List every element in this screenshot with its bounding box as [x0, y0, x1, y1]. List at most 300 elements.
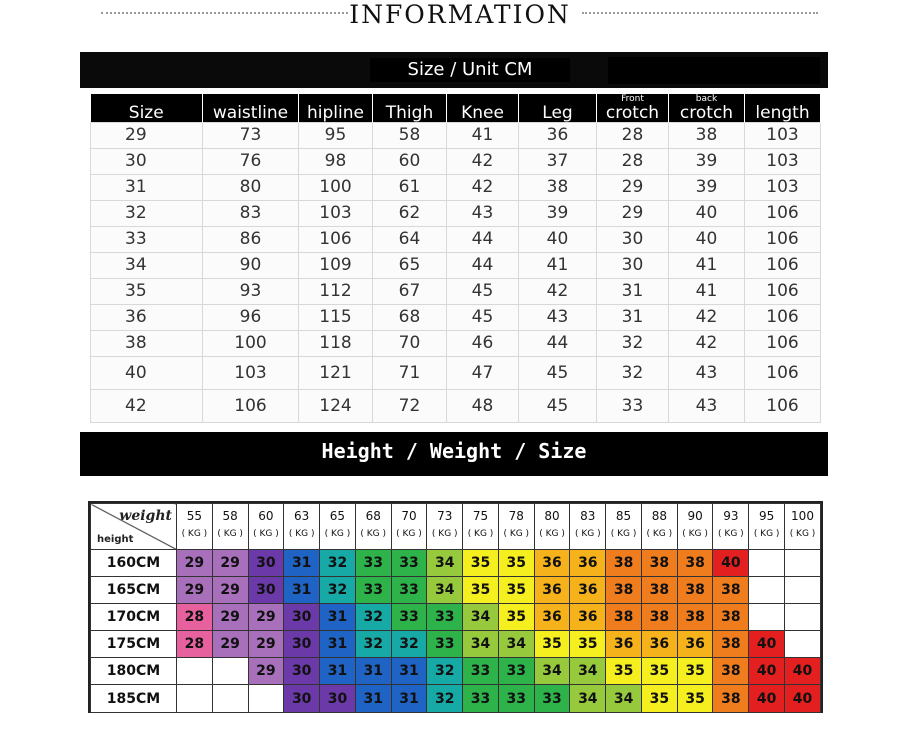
- size-table-cell: 76: [203, 148, 299, 174]
- size-cell: 34: [463, 604, 499, 631]
- size-table-cell: 33: [91, 226, 203, 252]
- size-table-cell: 37: [519, 148, 597, 174]
- size-table-cell: 38: [519, 174, 597, 200]
- size-cell: 33: [355, 550, 391, 577]
- size-table-cell: 44: [519, 330, 597, 356]
- size-table-row: [91, 252, 821, 278]
- weight-header-cell: [606, 504, 642, 550]
- size-cell: 40: [749, 685, 785, 713]
- col-header-sub: back: [695, 93, 718, 104]
- size-cell: 30: [248, 577, 284, 604]
- height-row: [91, 577, 821, 604]
- size-cell: 29: [248, 631, 284, 658]
- weight-value: 80: [544, 509, 560, 523]
- size-table-col-header: [373, 94, 447, 122]
- size-table-cell: 109: [299, 252, 373, 278]
- size-table-cell: 121: [299, 356, 373, 389]
- size-cell: 36: [570, 550, 606, 577]
- size-cell: [177, 658, 213, 685]
- size-table-cell: 35: [91, 278, 203, 304]
- size-cell: 38: [713, 577, 749, 604]
- size-cell: 38: [713, 685, 749, 713]
- weight-header-cell: [177, 504, 213, 550]
- size-cell: 40: [749, 658, 785, 685]
- weight-unit: ( KG ): [396, 529, 422, 539]
- size-cell: 30: [284, 658, 320, 685]
- size-cell: 29: [212, 577, 248, 604]
- size-table-cell: 47: [447, 356, 519, 389]
- size-cell: 33: [391, 577, 427, 604]
- size-cell: 33: [391, 550, 427, 577]
- weight-value: 95: [758, 509, 775, 523]
- size-table-cell: 45: [519, 356, 597, 389]
- size-table-cell: 70: [373, 330, 447, 356]
- size-cell: 33: [534, 685, 570, 713]
- size-cell: [749, 577, 785, 604]
- size-cell: 32: [355, 631, 391, 658]
- height-label: 165CM: [91, 577, 177, 604]
- size-table-cell: 28: [597, 122, 669, 148]
- size-cell: 34: [427, 577, 463, 604]
- size-cell: 33: [355, 577, 391, 604]
- size-table-row: [91, 389, 821, 422]
- size-cell: [749, 604, 785, 631]
- weight-header-row: [91, 504, 821, 550]
- height-weight-grid: [88, 501, 823, 713]
- size-cell: 35: [498, 577, 534, 604]
- size-cell: 38: [641, 577, 677, 604]
- size-cell: 36: [570, 604, 606, 631]
- size-cell: 31: [320, 604, 356, 631]
- size-cell: 34: [570, 658, 606, 685]
- weight-value: 63: [294, 509, 310, 523]
- size-table-cell: 29: [91, 122, 203, 148]
- size-cell: [749, 550, 785, 577]
- size-cell: 34: [534, 658, 570, 685]
- size-table-cell: 98: [299, 148, 373, 174]
- weight-value: 83: [580, 509, 596, 523]
- size-cell: 34: [463, 631, 499, 658]
- size-cell: 36: [641, 631, 677, 658]
- size-table-row: [91, 304, 821, 330]
- size-table-cell: 100: [299, 174, 373, 200]
- height-row: [91, 604, 821, 631]
- size-cell: 36: [534, 577, 570, 604]
- size-table-cell: 112: [299, 278, 373, 304]
- size-table-cell: 86: [203, 226, 299, 252]
- size-cell: 29: [212, 604, 248, 631]
- size-table-row: [91, 226, 821, 252]
- size-table-cell: 44: [447, 252, 519, 278]
- size-table-row: [91, 148, 821, 174]
- size-table-cell: 39: [669, 148, 745, 174]
- size-table-cell: 100: [203, 330, 299, 356]
- size-cell: 40: [713, 550, 749, 577]
- size-cell: 28: [177, 604, 213, 631]
- size-cell: 33: [427, 631, 463, 658]
- height-label: 170CM: [91, 604, 177, 631]
- size-table-cell: 38: [91, 330, 203, 356]
- size-cell: 40: [785, 685, 821, 713]
- height-label: 185CM: [91, 685, 177, 713]
- size-table-cell: 43: [447, 200, 519, 226]
- weight-header-cell: [284, 504, 320, 550]
- size-table-cell: 68: [373, 304, 447, 330]
- size-cell: 29: [177, 577, 213, 604]
- page-title: INFORMATION: [349, 0, 571, 29]
- size-table-cell: 90: [203, 252, 299, 278]
- size-cell: 33: [463, 685, 499, 713]
- col-header-label: length: [755, 102, 810, 123]
- size-cell: 33: [498, 658, 534, 685]
- size-table-cell: 106: [745, 330, 821, 356]
- size-table-cell: 29: [597, 200, 669, 226]
- size-table-cell: 45: [447, 304, 519, 330]
- size-cell: [248, 685, 284, 713]
- weight-unit: ( KG ): [217, 529, 243, 539]
- size-table-col-header: [519, 94, 597, 122]
- size-cell: [177, 685, 213, 713]
- height-axis-label: height: [97, 534, 134, 545]
- size-table-cell: 106: [745, 304, 821, 330]
- size-table-col-header: [745, 94, 821, 122]
- size-table-cell: 103: [203, 356, 299, 389]
- size-cell: 35: [534, 631, 570, 658]
- size-table-cell: 32: [597, 356, 669, 389]
- size-table-cell: 103: [745, 174, 821, 200]
- size-cell: 35: [606, 658, 642, 685]
- weight-header-cell: [570, 504, 606, 550]
- size-table-cell: 106: [745, 200, 821, 226]
- size-table-cell: 43: [669, 389, 745, 422]
- size-unit-band: [80, 52, 828, 88]
- size-table-cell: 106: [745, 278, 821, 304]
- size-cell: 30: [284, 631, 320, 658]
- height-rows: [91, 550, 821, 713]
- size-cell: 33: [391, 604, 427, 631]
- size-cell: 35: [641, 685, 677, 713]
- size-table-cell: 29: [597, 174, 669, 200]
- size-cell: 36: [534, 604, 570, 631]
- size-table-cell: 44: [447, 226, 519, 252]
- size-table-cell: 115: [299, 304, 373, 330]
- col-header-label: Leg: [542, 102, 573, 123]
- weight-header-cell: [212, 504, 248, 550]
- size-table-col-header: [91, 94, 203, 122]
- weight-header-cell: [355, 504, 391, 550]
- size-cell: 38: [677, 604, 713, 631]
- size-table-cell: 41: [669, 252, 745, 278]
- weight-value: 70: [401, 509, 417, 523]
- size-table-cell: 36: [519, 122, 597, 148]
- size-cell: 35: [570, 631, 606, 658]
- size-cell: 36: [570, 577, 606, 604]
- weight-value: 75: [472, 509, 489, 523]
- size-cell: 36: [677, 631, 713, 658]
- size-cell: 30: [248, 550, 284, 577]
- size-cell: 29: [212, 631, 248, 658]
- size-table-cell: 28: [597, 148, 669, 174]
- size-table-cell: 118: [299, 330, 373, 356]
- weight-unit: ( KG ): [360, 529, 387, 539]
- height-row: [91, 631, 821, 658]
- weight-header-cell: [391, 504, 427, 550]
- size-table-cell: 61: [373, 174, 447, 200]
- weight-value: 85: [615, 509, 632, 523]
- weight-header-cell: [641, 504, 677, 550]
- size-table-cell: 31: [597, 304, 669, 330]
- size-cell: [212, 685, 248, 713]
- size-table-row: [91, 330, 821, 356]
- size-table-cell: 106: [203, 389, 299, 422]
- size-cell: 31: [320, 631, 356, 658]
- size-table-col-header: [669, 94, 745, 122]
- size-table-cell: 60: [373, 148, 447, 174]
- size-cell: 29: [248, 658, 284, 685]
- band-black-box: [608, 57, 820, 84]
- size-table-col-header: [203, 94, 299, 122]
- size-table-cell: 31: [91, 174, 203, 200]
- weight-unit: ( KG ): [682, 529, 708, 539]
- size-cell: 35: [641, 658, 677, 685]
- size-table-cell: 106: [745, 356, 821, 389]
- size-cell: 31: [355, 685, 391, 713]
- weight-value: 93: [723, 509, 739, 523]
- size-table-cell: 42: [447, 148, 519, 174]
- col-header-label: hipline: [307, 102, 364, 123]
- size-cell: 33: [498, 685, 534, 713]
- height-row: [91, 685, 821, 713]
- size-table-cell: 45: [447, 278, 519, 304]
- size-table-cell: 31: [597, 278, 669, 304]
- size-cell: 33: [427, 604, 463, 631]
- size-cell: [785, 577, 821, 604]
- size-table-cell: 103: [299, 200, 373, 226]
- size-table-cell: 106: [745, 252, 821, 278]
- size-table-row: [91, 122, 821, 148]
- size-table-header: [91, 94, 821, 122]
- size-table-cell: 43: [519, 304, 597, 330]
- weight-unit: ( KG ): [539, 529, 565, 539]
- size-cell: 32: [355, 604, 391, 631]
- size-cell: 29: [248, 604, 284, 631]
- size-table-cell: 41: [447, 122, 519, 148]
- size-cell: 31: [391, 658, 427, 685]
- size-table-cell: 96: [203, 304, 299, 330]
- weight-unit: ( KG ): [753, 529, 780, 539]
- page-header: [0, 0, 900, 32]
- size-cell: 32: [427, 658, 463, 685]
- header-dotted-rule-left: [101, 12, 348, 14]
- size-table-cell: 83: [203, 200, 299, 226]
- col-header-label: Knee: [461, 102, 504, 123]
- size-table-cell: 34: [91, 252, 203, 278]
- size-cell: 35: [463, 577, 499, 604]
- size-cell: 28: [177, 631, 213, 658]
- size-table-cell: 38: [669, 122, 745, 148]
- size-cell: 38: [713, 604, 749, 631]
- size-table-cell: 36: [91, 304, 203, 330]
- weight-unit: ( KG ): [181, 529, 208, 539]
- size-table-body: [91, 122, 821, 422]
- size-table-cell: 45: [519, 389, 597, 422]
- size-table-row: [91, 278, 821, 304]
- size-table-cell: 46: [447, 330, 519, 356]
- weight-unit: ( KG ): [324, 529, 351, 539]
- size-cell: 38: [641, 550, 677, 577]
- col-header-sub: Front: [621, 93, 644, 104]
- weight-value: 78: [508, 509, 524, 523]
- col-header-label: crotch: [605, 102, 660, 123]
- weight-unit: ( KG ): [646, 529, 673, 539]
- size-cell: 29: [212, 550, 248, 577]
- size-cell: 36: [534, 550, 570, 577]
- size-table-cell: 39: [519, 200, 597, 226]
- size-cell: 34: [606, 685, 642, 713]
- size-cell: 38: [677, 577, 713, 604]
- header-dotted-rule-right: [582, 12, 818, 14]
- size-table-row: [91, 200, 821, 226]
- weight-value: 58: [222, 509, 238, 523]
- weight-value: 60: [258, 509, 274, 523]
- size-cell: 34: [498, 631, 534, 658]
- size-table-row: [91, 174, 821, 200]
- size-table-cell: 42: [669, 330, 745, 356]
- height-weight-size-band: Height / Weight / Size: [80, 432, 828, 476]
- size-cell: 30: [320, 685, 356, 713]
- height-row: [91, 658, 821, 685]
- weight-value: 73: [437, 509, 453, 523]
- grid-corner-cell: [91, 504, 177, 550]
- weight-value: 100: [791, 509, 814, 523]
- weight-header-cell: [463, 504, 499, 550]
- size-cell: 40: [749, 631, 785, 658]
- size-table-cell: 80: [203, 174, 299, 200]
- weight-header-cell: [427, 504, 463, 550]
- size-cell: 38: [713, 631, 749, 658]
- size-table-cell: 48: [447, 389, 519, 422]
- size-cell: 35: [498, 604, 534, 631]
- size-cell: 32: [320, 550, 356, 577]
- size-table-cell: 93: [203, 278, 299, 304]
- size-table-row: [91, 356, 821, 389]
- weight-unit: ( KG ): [503, 529, 530, 539]
- size-table-cell: 67: [373, 278, 447, 304]
- size-table-cell: 106: [299, 226, 373, 252]
- size-table-cell: 103: [745, 122, 821, 148]
- size-table-cell: 32: [91, 200, 203, 226]
- size-table-cell: 106: [745, 226, 821, 252]
- weight-header-cell: [677, 504, 713, 550]
- height-row: [91, 550, 821, 577]
- size-table-cell: 62: [373, 200, 447, 226]
- size-cell: 31: [284, 550, 320, 577]
- size-cell: 35: [677, 658, 713, 685]
- size-table-cell: 33: [597, 389, 669, 422]
- size-cell: 38: [641, 604, 677, 631]
- size-cell: 34: [570, 685, 606, 713]
- size-table-cell: 30: [91, 148, 203, 174]
- size-table-cell: 40: [519, 226, 597, 252]
- size-cell: 29: [177, 550, 213, 577]
- size-table-cell: 41: [669, 278, 745, 304]
- size-cell: 38: [677, 550, 713, 577]
- size-cell: [785, 631, 821, 658]
- size-table-cell: 124: [299, 389, 373, 422]
- size-table-cell: 42: [447, 174, 519, 200]
- weight-value: 90: [687, 509, 703, 523]
- size-table-cell: 64: [373, 226, 447, 252]
- size-table-cell: 72: [373, 389, 447, 422]
- weight-unit: ( KG ): [574, 529, 601, 539]
- size-table-cell: 40: [669, 200, 745, 226]
- weight-header-cell: [713, 504, 749, 550]
- weight-value: 65: [329, 509, 346, 523]
- size-cell: 30: [284, 685, 320, 713]
- size-table-cell: 106: [745, 389, 821, 422]
- weight-value: 88: [651, 509, 667, 523]
- weight-value: 68: [365, 509, 381, 523]
- weight-unit: ( KG ): [288, 529, 315, 539]
- weight-unit: ( KG ): [789, 529, 816, 539]
- size-table-cell: 71: [373, 356, 447, 389]
- size-cell: 32: [391, 631, 427, 658]
- height-label: 180CM: [91, 658, 177, 685]
- size-table-cell: 32: [597, 330, 669, 356]
- size-cell: [785, 604, 821, 631]
- weight-unit: ( KG ): [718, 529, 744, 539]
- size-unit-label: Size / Unit CM: [370, 58, 570, 82]
- weight-unit: ( KG ): [431, 529, 458, 539]
- size-cell: 31: [320, 658, 356, 685]
- size-cell: 35: [677, 685, 713, 713]
- size-cell: 32: [320, 577, 356, 604]
- size-cell: [785, 550, 821, 577]
- size-table-cell: 40: [669, 226, 745, 252]
- size-table-cell: 65: [373, 252, 447, 278]
- size-cell: 34: [427, 550, 463, 577]
- size-cell: 32: [427, 685, 463, 713]
- size-cell: 40: [785, 658, 821, 685]
- size-cell: 33: [463, 658, 499, 685]
- size-table-cell: 40: [91, 356, 203, 389]
- size-table-cell: 95: [299, 122, 373, 148]
- weight-unit: ( KG ): [610, 529, 637, 539]
- size-table-cell: 43: [669, 356, 745, 389]
- size-table-col-header: [597, 94, 669, 122]
- size-cell: [212, 658, 248, 685]
- height-label: 160CM: [91, 550, 177, 577]
- col-header-label: Thigh: [385, 102, 434, 123]
- weight-header-cell: [320, 504, 356, 550]
- size-table-cell: 30: [597, 226, 669, 252]
- size-cell: 30: [284, 604, 320, 631]
- size-table-cell: 103: [745, 148, 821, 174]
- size-table-cell: 39: [669, 174, 745, 200]
- size-table-cell: 42: [519, 278, 597, 304]
- size-table-cell: 42: [91, 389, 203, 422]
- col-header-label: waistline: [212, 102, 289, 123]
- weight-header-cell: [749, 504, 785, 550]
- height-label: 175CM: [91, 631, 177, 658]
- weight-header-cell: [534, 504, 570, 550]
- size-cell: 31: [284, 577, 320, 604]
- weight-header-cell: [248, 504, 284, 550]
- weight-unit: ( KG ): [467, 529, 494, 539]
- size-table-cell: 73: [203, 122, 299, 148]
- size-cell: 38: [606, 577, 642, 604]
- size-cell: 38: [713, 658, 749, 685]
